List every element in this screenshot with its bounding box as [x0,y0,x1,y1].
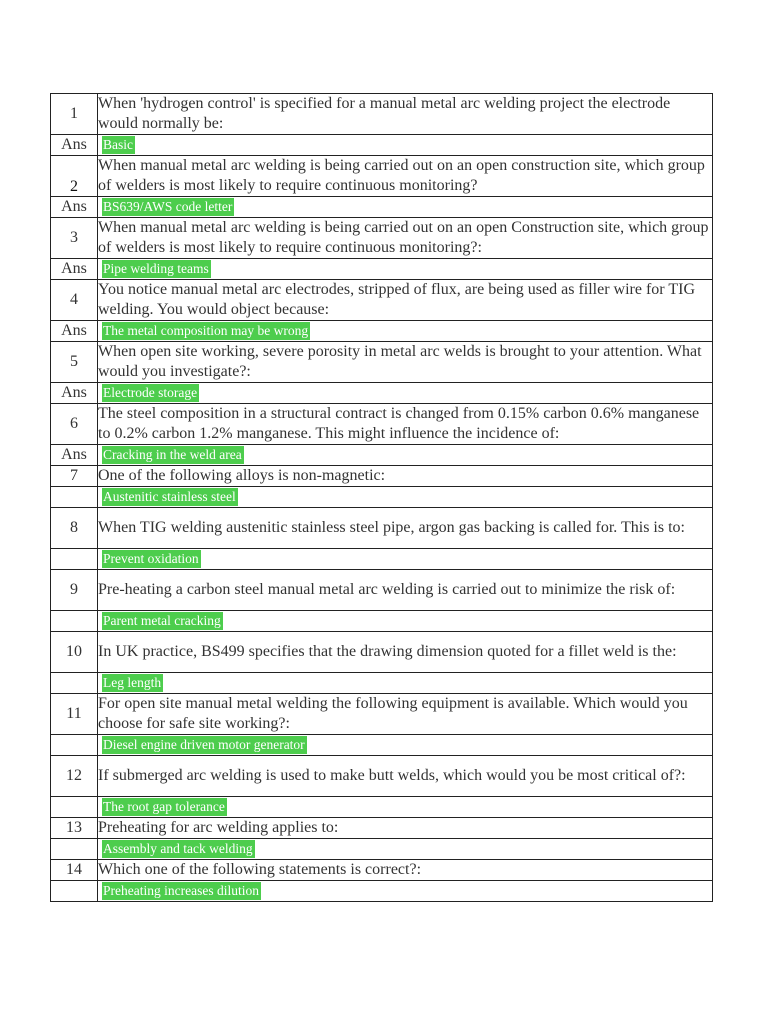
answer-text: The root gap tolerance [103,799,225,814]
question-row [51,508,713,549]
answer-text: Electrode storage [103,385,198,400]
answer-label [51,549,98,570]
question-text: Pre-heating a carbon steel manual metal arc welding is carried out to minimize the risk of: [98,570,713,611]
question-text: Preheating for arc welding applies to: [98,818,713,839]
answer-label: Ans [51,197,98,218]
question-number: 2 [51,156,98,197]
question-number: 4 [51,280,98,321]
answer-text: Austenitic stainless steel [103,489,236,504]
question-row [51,632,713,673]
question-number: 10 [51,632,98,673]
answer-label [51,673,98,694]
question-row [51,694,713,735]
answer-row [51,383,713,404]
answer-row [51,135,713,156]
question-number: 14 [51,860,98,881]
answer-text: Diesel engine driven motor generator [103,737,305,752]
answer-label: Ans [51,383,98,404]
question-text: When open site working, severe porosity in metal arc welds is brought to your attention. What would you investigate?: [98,342,713,383]
question-text: You notice manual metal arc electrodes, stripped of flux, are being used as filler wire for TIG welding. You would object because: [98,280,713,321]
answer-label: Ans [51,321,98,342]
question-text: If submerged arc welding is used to make butt welds, which would you be most critical of?: [98,756,713,797]
answer-text: Leg length [103,675,162,690]
question-row [51,156,713,197]
question-number: 11 [51,694,98,735]
question-number: 9 [51,570,98,611]
answer-label: Ans [51,259,98,280]
question-text: In UK practice, BS499 specifies that the drawing dimension quoted for a fillet weld is the: [98,632,713,673]
answer-label [51,735,98,756]
question-row [51,818,713,839]
answer-text: Parent metal cracking [103,613,221,628]
question-text: Which one of the following statements is correct?: [98,860,713,881]
answer-row [51,673,713,694]
answer-label [51,797,98,818]
question-row [51,280,713,321]
answer-row [51,321,713,342]
answer-row [51,611,713,632]
question-text: For open site manual metal welding the following equipment is available. Which would you choose for safe site working?: [98,694,713,735]
question-text: When 'hydrogen control' is specified for a manual metal arc welding project the electrode would normally be: [98,94,713,135]
answer-text: BS639/AWS code letter [103,199,233,214]
question-number: 8 [51,508,98,549]
answer-label [51,881,98,902]
answer-label: Ans [51,445,98,466]
answer-text: The metal composition may be wrong [103,323,309,338]
answer-row [51,197,713,218]
answer-label [51,839,98,860]
answer-row [51,839,713,860]
answer-row [51,549,713,570]
question-number: 5 [51,342,98,383]
answer-text: Preheating increases dilution [103,883,259,898]
question-number: 6 [51,404,98,445]
answer-label: Ans [51,135,98,156]
question-text: When TIG welding austenitic stainless steel pipe, argon gas backing is called for. This is to: [98,508,713,549]
answer-row [51,797,713,818]
question-number: 13 [51,818,98,839]
answer-label [51,487,98,508]
question-row [51,756,713,797]
answer-label [51,611,98,632]
question-number: 3 [51,218,98,259]
answer-row [51,487,713,508]
question-number: 1 [51,94,98,135]
question-text: When manual metal arc welding is being carried out on an open Construction site, which group of welders is most likely to require continuous monitoring?: [98,218,713,259]
answer-row [51,881,713,902]
question-text: When manual metal arc welding is being carried out on an open construction site, which group of welders is most likely to require continuous monitoring? [98,156,713,197]
qa-table [50,93,713,902]
answer-text: Assembly and tack welding [103,841,253,856]
answer-text: Basic [103,137,133,152]
question-row [51,466,713,487]
answer-text: Prevent oxidation [103,551,199,566]
question-number: 12 [51,756,98,797]
answer-text: Cracking in the weld area [103,447,242,462]
question-number: 7 [51,466,98,487]
answer-row [51,259,713,280]
question-row [51,404,713,445]
question-row [51,570,713,611]
question-row [51,94,713,135]
answer-row [51,445,713,466]
answer-text: Pipe welding teams [103,261,209,276]
question-text: The steel composition in a structural contract is changed from 0.15% carbon 0.6% manganese to 0.2% carbon 1.2% manganese. This might influence the incidence of: [98,404,713,445]
question-row [51,218,713,259]
answer-row [51,735,713,756]
question-row [51,860,713,881]
question-row [51,342,713,383]
question-text: One of the following alloys is non-magnetic: [98,466,713,487]
